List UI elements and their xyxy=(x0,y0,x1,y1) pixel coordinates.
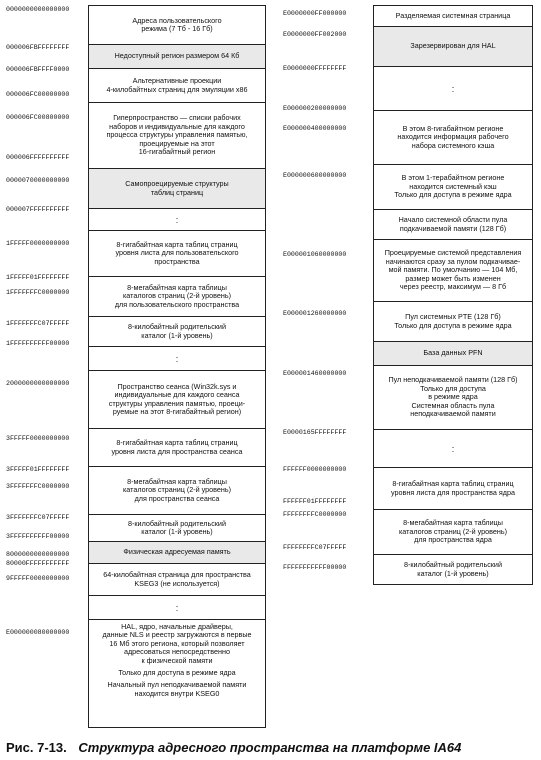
kseg0-block xyxy=(88,620,266,728)
address-label: FFFFFFFFC0000000 xyxy=(283,511,347,518)
address-label: 1FFFFF01FFFFFFFF xyxy=(6,274,70,281)
kseg0-pool-note: Начальный пул неподкачиваемой памяти находится внутри KSEG0 xyxy=(107,680,247,698)
figure-number: Рис. 7-13. xyxy=(6,740,67,755)
figure-caption xyxy=(6,740,461,755)
address-label: E0000000FF002000 xyxy=(283,31,347,38)
map-block: Адреса пользовательского режима (7 Тб - 16 Гб) xyxy=(88,5,266,45)
map-block: В этом 8-гигабайтном регионе находится информация рабочего набора системного кэша xyxy=(373,111,533,165)
map-block: Начало системной области пула подкачиваемой памяти (128 Гб) xyxy=(373,210,533,240)
address-label: 000006FC00000000 xyxy=(6,91,70,98)
address-label: 1FFFFF0000000000 xyxy=(6,240,70,247)
map-block: Пространство сеанса (Win32k.sys и индивидуальные для каждого сеанса структуры управления памятью, проеци- руемые на этот 8-гигабайтный регион) xyxy=(88,371,266,429)
address-label: E000001460000000 xyxy=(283,370,347,377)
address-label: 3FFFFF01FFFFFFFF xyxy=(6,466,70,473)
map-block: Альтернативные проекции 4-килобайтных страниц для эмуляции x86 xyxy=(88,69,266,103)
address-label: FFFFFF0000000000 xyxy=(283,466,347,473)
map-block: Пул системных PTE (128 Гб) Только для доступа в режиме ядра xyxy=(373,302,533,342)
address-label: 3FFFFFFFFFF00000 xyxy=(6,533,70,540)
map-block: Зарезервирован для HAL xyxy=(373,27,533,67)
map-block: Пул неподкачиваемой памяти (128 Гб) Только для доступа в режиме ядра Системная область пула неподкачиваемой памяти xyxy=(373,366,533,430)
map-block: База данных PFN xyxy=(373,342,533,366)
address-label: 3FFFFFFFC07FFFFF xyxy=(6,514,70,521)
address-label: 2000000000000000 xyxy=(6,380,70,387)
address-label: E000000080000000 xyxy=(6,629,70,636)
address-label: 1FFFFFFFFFF00000 xyxy=(6,340,70,347)
address-label: 3FFFFF0000000000 xyxy=(6,435,70,442)
address-label: 000006FBFFFF0000 xyxy=(6,66,70,73)
map-block: 8-мегабайтная карта таблицы каталогов страниц (2-й уровень) для пользовательского пространства xyxy=(88,277,266,317)
ellipsis-block: : xyxy=(373,67,533,111)
address-label: 8000000000000000 xyxy=(6,551,70,558)
ellipsis-block: : xyxy=(88,596,266,620)
address-label: 0000070000000000 xyxy=(6,177,70,184)
map-block: 8-гигабайтная карта таблиц страниц уровня листа для пространства сеанса xyxy=(88,429,266,467)
address-label: E0000165FFFFFFFF xyxy=(283,429,347,436)
map-block: 8-гигабайтная карта таблиц страниц уровня листа для пользовательского пространства xyxy=(88,231,266,277)
address-label: E0000000FFFFFFFF xyxy=(283,65,347,72)
map-block: В этом 1-терабайтном регионе находится системный кэш Только для доступа в режиме ядра xyxy=(373,165,533,210)
ellipsis-block: : xyxy=(373,430,533,468)
ellipsis-block: : xyxy=(88,209,266,231)
ellipsis-block: : xyxy=(88,347,266,371)
map-block: Физическая адресуемая память xyxy=(88,542,266,564)
address-label: 1FFFFFFFC0000000 xyxy=(6,289,70,296)
address-label: E000000200000000 xyxy=(283,105,347,112)
map-block: 8-килобайтный родительский каталог (1-й уровень) xyxy=(88,515,266,542)
map-block: Недоступный регион размером 64 Кб xyxy=(88,45,266,69)
address-label: FFFFFFFFC07FFFFF xyxy=(283,544,347,551)
address-label: E000001260000000 xyxy=(283,310,347,317)
address-label: 1FFFFFFFC07FFFFF xyxy=(6,320,70,327)
address-label: 000006FFFFFFFFFF xyxy=(6,154,70,161)
address-label: E000000600000000 xyxy=(283,172,347,179)
figure-title: Структура адресного пространства на платформе IA64 xyxy=(78,740,462,755)
address-label: 000007FFFFFFFFFF xyxy=(6,206,70,213)
address-label: 0000000000000000 xyxy=(6,6,70,13)
map-block: Проецируемые системой представления начинаются сразу за пулом подкачивае- мой памяти. По умолчанию — 104 Мб, размер может быть изменен через реестр, максимум — 8 Гб xyxy=(373,240,533,302)
address-label: E000000400000000 xyxy=(283,125,347,132)
map-block: 8-гигабайтная карта таблиц страниц уровня листа для пространства ядра xyxy=(373,468,533,510)
address-label: FFFFFF01FFFFFFFF xyxy=(283,498,347,505)
address-label: 000006FC00800000 xyxy=(6,114,70,121)
map-block: 8-мегабайтная карта таблицы каталогов страниц (2-й уровень) для пространства ядра xyxy=(373,510,533,555)
address-label: 9FFFFF0000000000 xyxy=(6,575,70,582)
map-block: Гиперпространство — списки рабочих наборов и индивидуальные для каждого процесса структуры управления памятью, проецируемые на этот 16-гигабайтный регион xyxy=(88,103,266,169)
address-label: 3FFFFFFFC0000000 xyxy=(6,483,70,490)
map-block: 8-килобайтный родительский каталог (1-й уровень) xyxy=(373,555,533,585)
address-label: 000006FBFFFFFFFF xyxy=(6,44,70,51)
address-label: 80000FFFFFFFFFFF xyxy=(6,560,70,567)
kseg0-access-note: Только для доступа в режиме ядра xyxy=(118,668,236,678)
address-label: E000001060000000 xyxy=(283,251,347,258)
map-block: Самопроецируемые структуры таблиц страниц xyxy=(88,169,266,209)
map-block: 8-мегабайтная карта таблицы каталогов страниц (2-й уровень) для пространства сеанса xyxy=(88,467,266,515)
map-block: 8-килобайтный родительский каталог (1-й уровень) xyxy=(88,317,266,347)
address-label: E0000000FF000000 xyxy=(283,10,347,17)
kseg0-description: HAL, ядро, начальные драйверы, данные NLS и реестр загружаются в первые 16 Мб этого региона, который позволяет адресоваться непосредственно к физической памяти xyxy=(102,622,252,665)
address-label: FFFFFFFFFFF00000 xyxy=(283,564,347,571)
map-block: 64-килобайтная страница для пространства KSEG3 (не используется) xyxy=(88,564,266,596)
map-block: Разделяемая системная страница xyxy=(373,5,533,27)
